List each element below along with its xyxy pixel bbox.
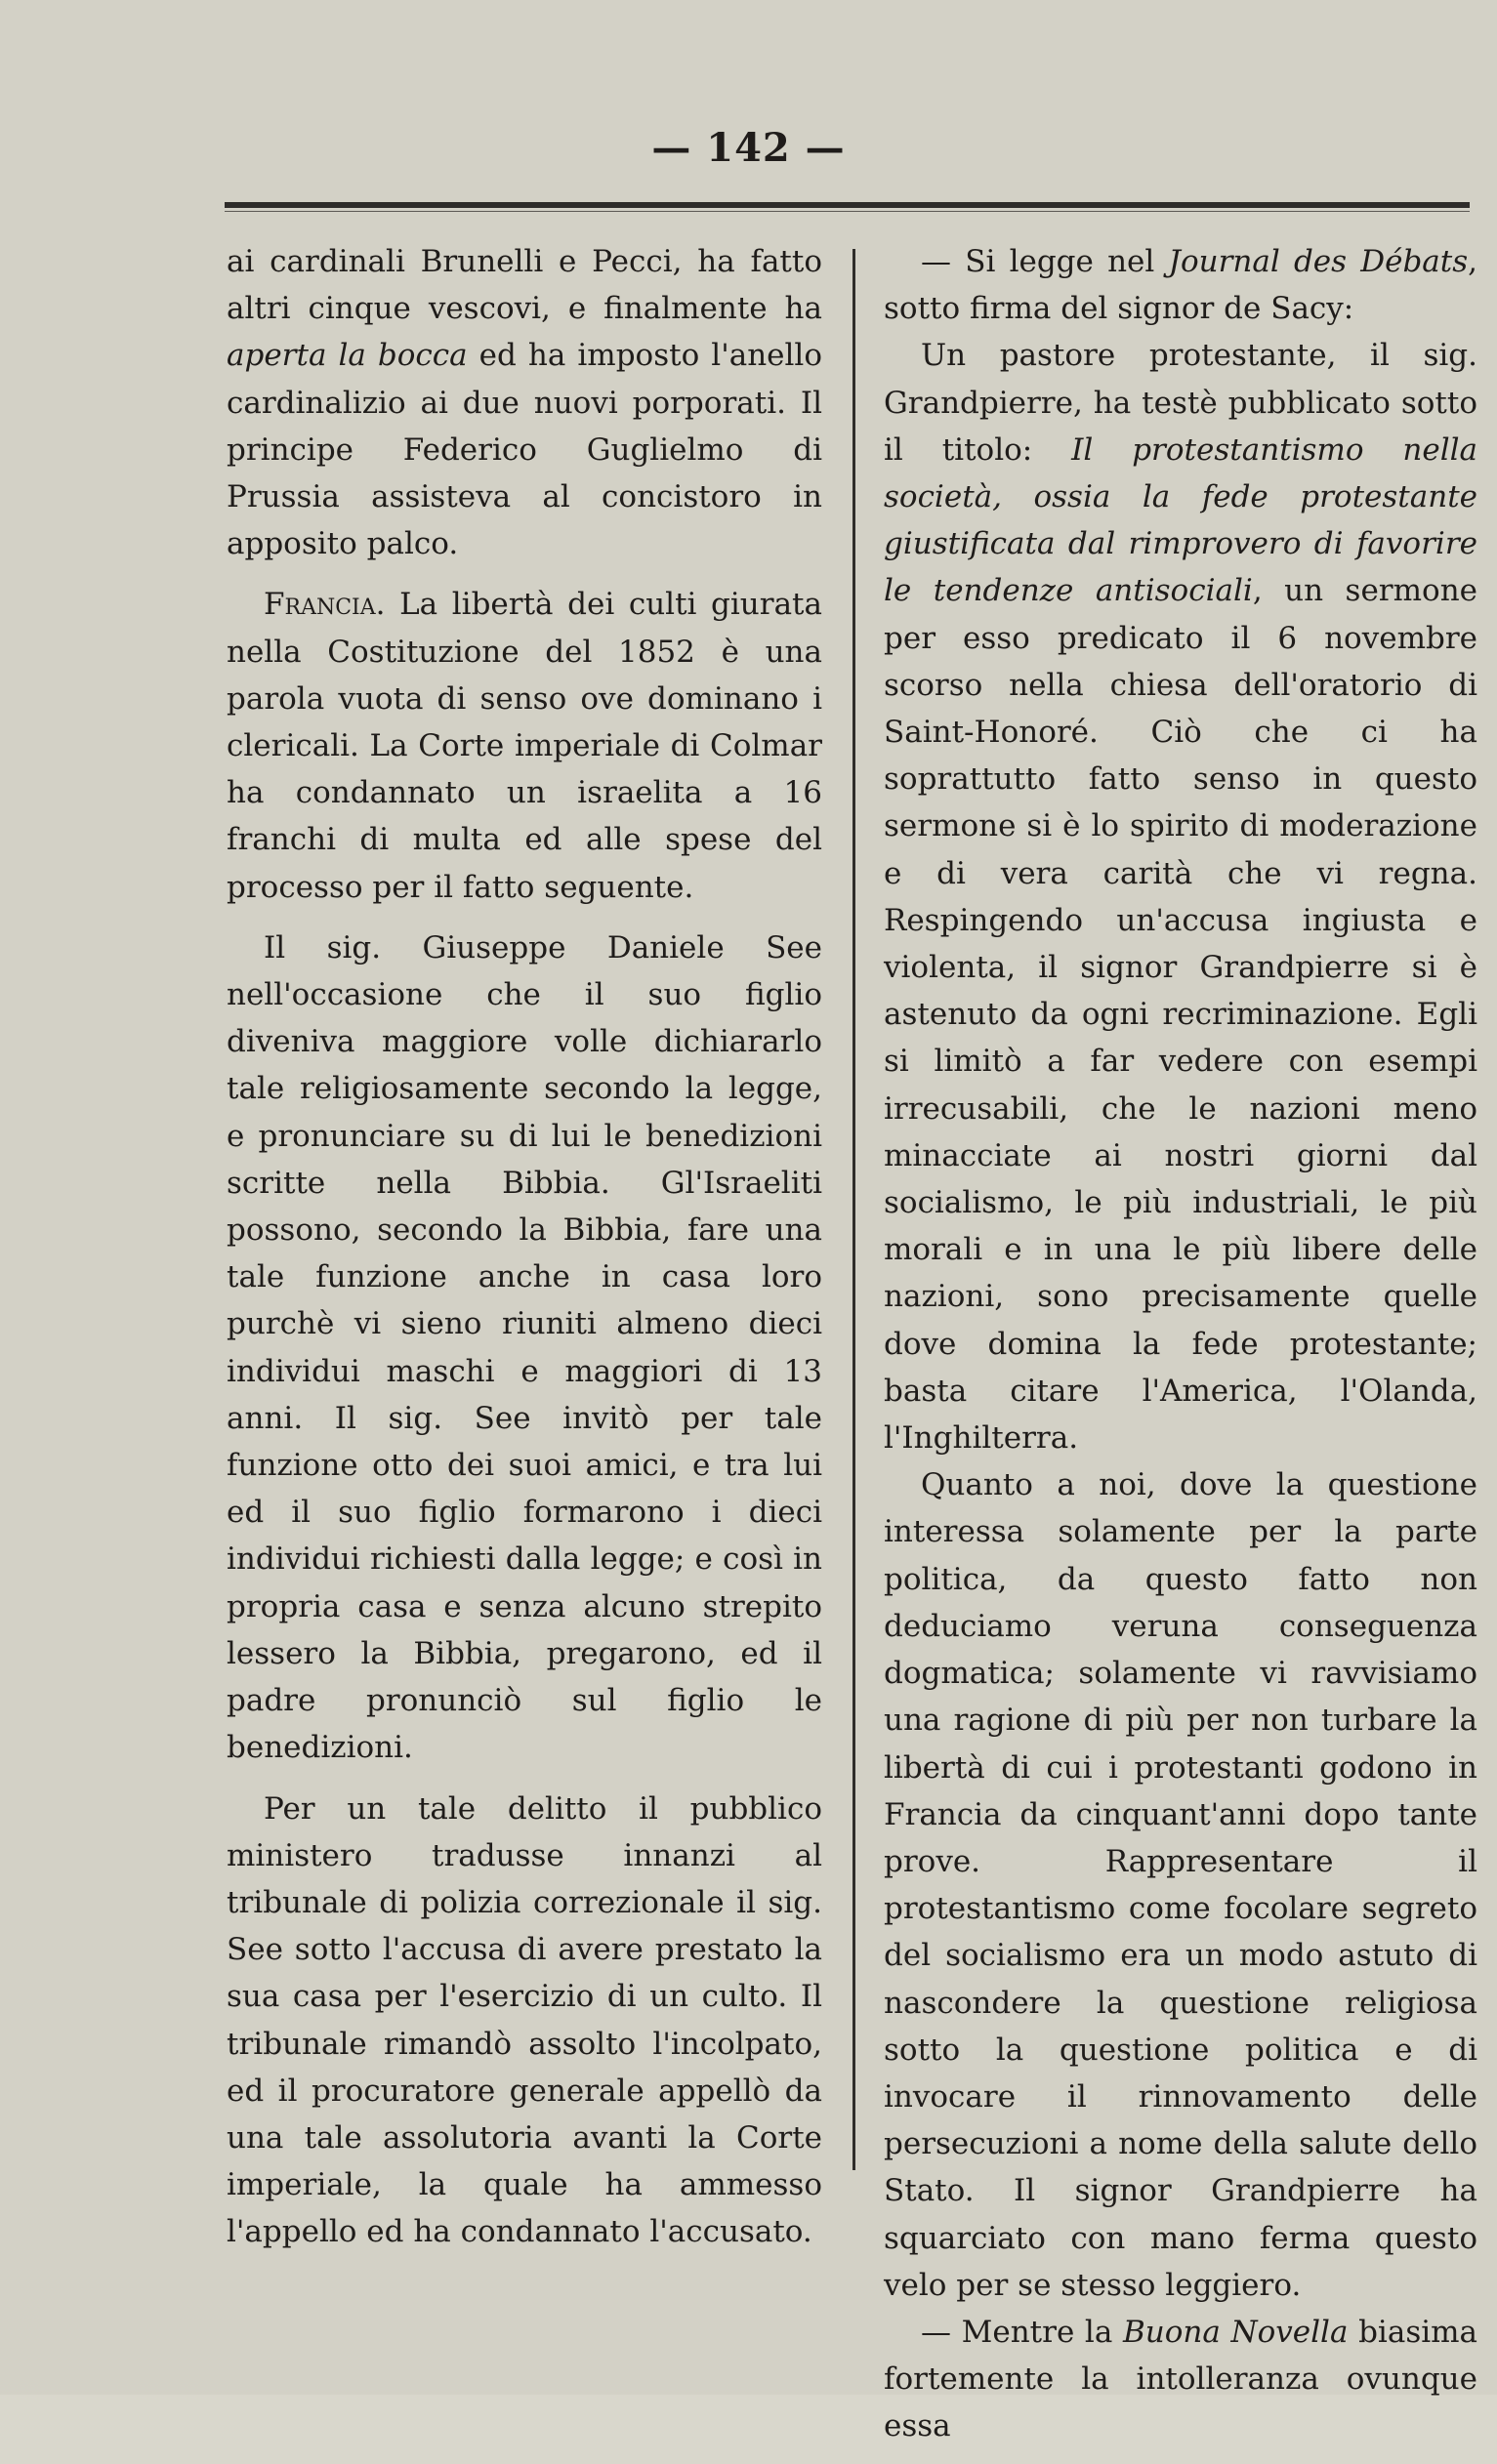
right-column bbox=[884, 238, 1477, 2464]
italic-phrase: aperta la bocca bbox=[227, 338, 468, 374]
right-paragraph-4-text: biasima fortemente la intolleranza ovunque essa bbox=[884, 2314, 1478, 2444]
column-divider bbox=[852, 249, 855, 2170]
right-paragraph-1 bbox=[884, 238, 1477, 332]
right-paragraph-2-text: , un sermone per esso predicato il 6 novembre scorso nella chiesa dell'oratorio di Saint-Honoré. Ciò che ci ha soprattutto fatto senso in questo sermone si è lo spirito di moderazione e di vera carità che vi regna. Respingendo un'accusa ingiusta e violenta, il signor Grandpierre si è astenuto da ogni recriminazione. Egli si limitò a far vedere con esempi irrecusabili, che le nazioni meno minacciate ai nostri giorni dal socialismo, le più industriali, le più morali e in una le più libere delle nazioni, sono precisamente quelle dove domina la fede protestante; basta citare l'America, l'Olanda, l'Inghilterra. bbox=[884, 573, 1477, 1457]
page-number: — 142 — bbox=[651, 125, 846, 171]
left-paragraph-2-text: La libertà dei culti giurata nella Costituzione del 1852 è una parola vuota di senso ove dominano i clericali. La Corte imperiale di Colmar ha condannato un israelita a 16 franchi di multa ed alle spese del processo per il fatto seguente. bbox=[227, 587, 823, 905]
right-paragraph-2 bbox=[884, 332, 1477, 1461]
right-paragraph-4 bbox=[884, 2309, 1477, 2450]
right-paragraph-1-lead: — Si legge nel bbox=[921, 244, 1155, 279]
left-column bbox=[227, 238, 822, 2270]
right-paragraph-4-lead: — Mentre la bbox=[921, 2314, 1113, 2350]
left-paragraph-4-text: Per un tale delitto il pubblico ministero tradusse innanzi al tribunale di polizia correzionale il sig. See sotto l'accusa di avere prestato la sua casa per l'esercizio di un culto. Il tribunale rimandò assolto l'incolpato, ed il procuratore generale appellò da una tale assolutoria avanti la Corte imperiale, la quale ha ammesso l'appello ed ha condannato l'accusato. bbox=[227, 1790, 822, 2250]
right-paragraph-2-lead: Un pastore protestante, il sig. Grandpierre, ha testè pubblicato sotto il titolo: bbox=[884, 338, 1477, 468]
section-heading-francia: Francia. bbox=[264, 587, 386, 623]
journal-title: Journal des Débats bbox=[1168, 244, 1469, 279]
left-paragraph-1 bbox=[227, 238, 822, 567]
header-rule bbox=[225, 202, 1470, 208]
left-paragraph-3-text: Il sig. Giuseppe Daniele See nell'occasione che il suo figlio diveniva maggiore volle dichiararlo tale religiosamente secondo la legge, e pronunciare su di lui le benedizioni scritte nella Bibbia. Gl'Israeliti possono, secondo la Bibbia, fare una tale funzione anche in casa loro purchè vi sieno riuniti almeno dieci individui maschi e maggiori di 13 anni. Il sig. See invitò per tale funzione otto dei suoi amici, e tra lui ed il suo figlio formarono i dieci individui richiesti dalla legge; e così in propria casa e senza alcuno strepito lessero la Bibbia, pregarono, ed il padre pronunciò sul figlio le benedizioni. bbox=[227, 929, 822, 1766]
right-paragraph-3 bbox=[884, 1461, 1477, 2309]
left-paragraph-3 bbox=[227, 924, 822, 1772]
left-paragraph-1-text: ai cardinali Brunelli e Pecci, ha fatto altri cinque vescovi, e finalmente ha aperta la bocca ed ha imposto l'anello cardinalizio ai due nuovi porporati. Il principe Federico Guglielmo di Prussia assisteva al concistoro in apposito palco. bbox=[227, 244, 822, 562]
left-paragraph-2 bbox=[227, 581, 822, 910]
newspaper-title: Buona Novella bbox=[1122, 2314, 1349, 2350]
right-paragraph-3-text: Quanto a noi, dove la questione interessa solamente per la parte politica, da questo fatto non deduciamo veruna conseguenza dogmatica; solamente vi ravvisiamo una ragione di più per non turbare la libertà di cui i protestanti godono in Francia da cinquant'anni dopo tante prove. Rappresentare il protestantismo come focolare segreto del socialismo era un modo astuto di nascondere la questione religiosa sotto la questione politica e di invocare il rinnovamento delle persecuzioni a nome della salute dello Stato. Il signor Grandpierre ha squarciato con mano ferma questo velo per se stesso leggiero. bbox=[884, 1467, 1477, 2303]
sermon-title: Il protestantismo nella società, ossia la fede protestante giustificata dal rimprovero di favorire le tendenze antisociali bbox=[884, 431, 1478, 609]
right-paragraph-1-tail: , sotto firma del signor de Sacy: bbox=[884, 244, 1478, 327]
left-paragraph-4 bbox=[227, 1786, 822, 2256]
